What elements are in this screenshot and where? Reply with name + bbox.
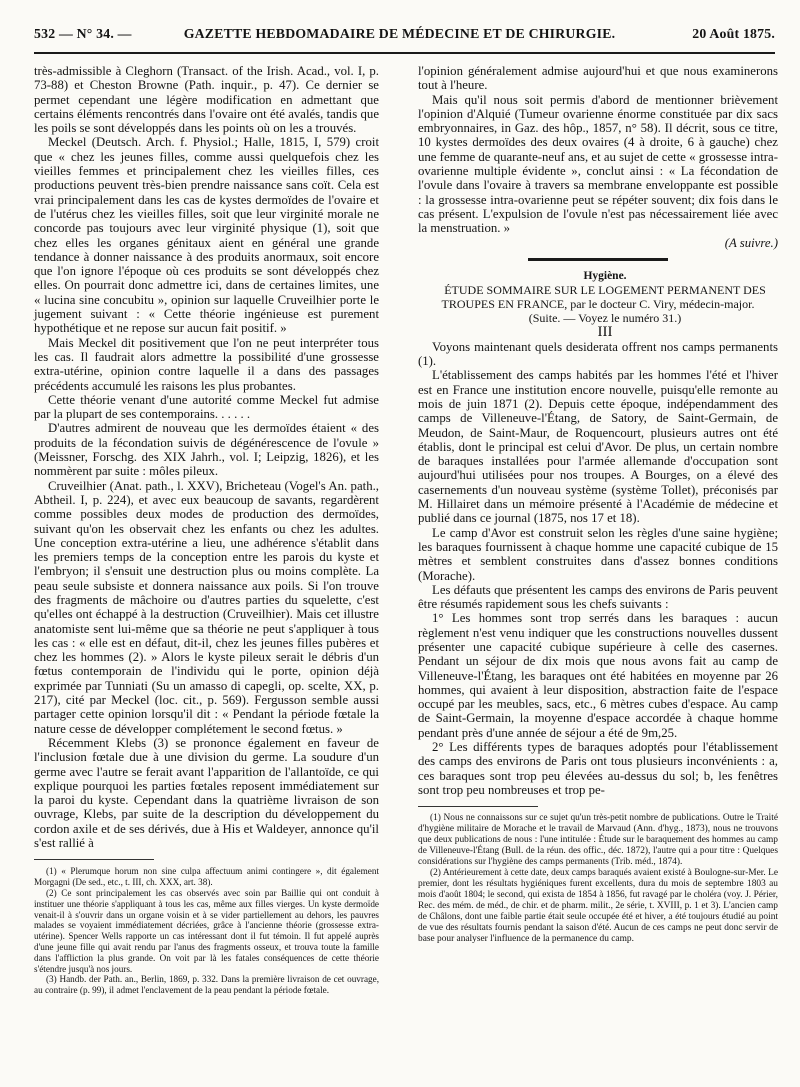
article-title: ÉTUDE SOMMAIRE SUR LE LOGEMENT PERMANENT DES TROUPES EN FRANCE, par le docteur C. Viry, médecin-major.	[441, 283, 766, 312]
header-journal-title: GAZETTE HEBDOMADAIRE DE MÉDECINE ET DE CHIRURGIE.	[183, 26, 616, 41]
paragraph: Cruveilhier (Anat. path., l. XXV), Bricheteau (Vogel's An. path., Abtheil. I, p. 224), et avec eux beaucoup de savants, regardèrent comme possibles deux modes de production des dermoïdes, suivant qu'on les observait chez les enfants ou chez les adultes. Une conception extra-utérine a lieu, une adhérence s'établit dans les premiers temps de la conception entre les parois du kyste et l'embryon; il s'ensuit une destruction plus ou moins complète. La peau seule subsiste et donnera naissance aux poils. Si l'on trouve des fragments de mâchoire ou d'autres parties du squelette, c'est qu'elles ont échappé à la destruction (Cruveilhier). Mais cet illustre anatomiste sent lui-même que sa théorie ne peut s'appliquer à tous les cas : « elle est en défaut, dit-il, chez les jeunes filles pubères et chez les hommes (2). » Alors le kyste pileux serait le débris d'un fœtus contemporain de l'individu qui le porte, opinion déjà exprimée par Tunniati (Su un amasso di capegli, op. scelte, XX, p. 217), cité par Meckel (loc. cit., p. 569). Fergusson semble aussi partager cette opinion lorsqu'il dit : « Pendant la période fœtale la nature cesse de développer complétement le second fœtus. »	[34, 478, 379, 736]
article-subtitle: (Suite. — Voyez le numéro 31.)	[528, 311, 682, 326]
footnote-rule	[418, 806, 538, 807]
right-column	[418, 64, 778, 945]
paragraph: L'établissement des camps habités par les hommes l'été et l'hiver est en France une institution encore nouvelle, puisqu'elle remonte au mois de juin 1871 (2). Depuis cette époque, indépendamment des camps de Villeneuve-l'Étang, de Satory, de Saint-Germain, de Meudon, de Saint-Maur, de Roquencourt, plusieurs autres ont été établis, dont le principal est celui d'Avor. De plus, un certain nombre de baraques installées pour l'armée allemande d'occupation sont aujourd'hui utilisées pour nos troupes. A Bourges, on a élevé des casernements d'un nouveau système (système Tollet), préconisés par M. Hillairet dans un mémoire présenté à l'Académie de médecine et publié dans ce journal (1875, nos 17 et 18).	[418, 368, 778, 526]
left-column	[34, 64, 379, 996]
paragraph: Cette théorie venant d'une autorité comme Meckel fut admise par la plupart de ses contemporains. . . . . .	[34, 392, 379, 422]
footnote: (1) Nous ne connaissons sur ce sujet qu'un très-petit nombre de publications. Outre le Traité d'hygiène militaire de Morache et le travail de Marvaud (Ann. d'hyg., 1873), nous ne trouvons que deux publications de nous : l'une intitulée : Étude sur le baraquement des hommes au camp de Villeneuve-l'Étang (Bull. de la réun. des offic., déc. 1872), l'autre qui a pour titre : Quelques considérations sur l'hygiène des camps permanents (Trib. méd., 1874).	[418, 813, 778, 868]
section-heading: Hygiène.	[583, 269, 627, 282]
running-header	[34, 26, 775, 48]
header-date: 20 Août 1875.	[692, 26, 775, 41]
section-separator-rule	[528, 258, 668, 261]
footnote-rule	[34, 859, 154, 860]
right-footnotes	[418, 813, 778, 945]
paragraph: Mais qu'il nous soit permis d'abord de mentionner brièvement l'opinion d'Alquié (Tumeur ovarienne énorme constituée par dix sacs embryonnaires, in Gaz. des hôp., 1857, n° 58). Il décrit, sous ce titre, 10 kystes dermoïdes des deux ovaires (4 à droite, 6 à gauche) chez une femme de quarante-neuf ans, et au sujet de cette « grossesse intra-ovarienne multiple évidente », conclut ainsi : « La fécondation de l'ovule dans l'ovaire à travers sa membrane enveloppante est possible : la grossesse intra-ovarienne peut se répéter souvent; dix fois dans le cas présent. L'expulsion de l'ovule n'est pas nécessairement liée avec la menstruation. »	[418, 92, 778, 236]
paragraph: très-admissible à Cleghorn (Transact. of the Irish. Acad., vol. I, p. 73-88) et Cheston Browne (Path. inquir., p. 47). Ce dernier se permet cependant une légère modification en admettant que certains éléments rencontrés dans l'ovaire ont été avalés, tandis que les poils se sont développés dans les points où on les a trouvés.	[34, 64, 379, 136]
to-be-continued: (A suivre.)	[724, 235, 778, 250]
header-rule	[34, 52, 775, 54]
paragraph: l'opinion généralement admise aujourd'hui et que nous examinerons tout à l'heure.	[418, 64, 778, 93]
header-page-number: 532 — N° 34. —	[34, 26, 132, 41]
chapter-numeral: III	[597, 324, 613, 341]
paragraph: Le camp d'Avor est construit selon les règles d'une saine hygiène; les baraques fournissent à chaque homme une capacité cubique de 15 mètres et semblent construites dans d'assez bonnes conditions (Morache).	[418, 525, 778, 583]
paragraph: D'autres admirent de nouveau que les dermoïdes étaient « des produits de la fécondation suivis de dégénérescence de l'ovule » (Meissner, Forschg. des XIX Jahrh., vol. I; Leipzig, 1826), et les nommèrent par suite : môles pileux.	[34, 421, 379, 479]
paragraph: Les défauts que présentent les camps des environs de Paris peuvent être résumés rapidement sous les chefs suivants :	[418, 582, 778, 612]
left-footnotes	[34, 866, 379, 996]
footnote: (1) « Plerumque horum non sine culpa affectuum animi contingere », dit également Morgagni (De sed., etc., t. III, ch. XXX, art. 38).	[34, 866, 379, 888]
paragraph: Mais Meckel dit positivement que l'on ne peut interpréter tous les cas. Il faudrait alors admettre la possibilité d'une grossesse extra-utérine, opinion contre laquelle il a dans des passages précédents accumulé les raisons les plus probantes.	[34, 335, 379, 393]
paragraph: 2° Les différents types de baraques adoptés pour l'établissement des camps des environs de Paris ont tous plusieurs inconvénients : a, ces baraques sont trop peu élevées au-dessus du sol; b, les fenêtres sont trop peu nombreuses et trop pe-	[418, 740, 778, 797]
paragraph: 1° Les hommes sont trop serrés dans les baraques : aucun règlement n'est venu indiquer que les constructions nouvelles dussent présenter une capacité cubique supérieure à celle des casernes. Pendant un séjour de dix mois que nous avons fait au camp de Villeneuve-l'Étang, les baraques ont été habitées en moyenne par 26 hommes, qui avaient à leur disposition, abstraction faite de l'espace occupé par les meubles, sacs, etc., 6 mètres cubes d'espace. Au camp de Saint-Germain, la moyenne d'espace accordée à chaque homme pendant près d'une année de séjour a été de 9m,25.	[418, 611, 778, 740]
paragraph: Récemment Klebs (3) se prononce également en faveur de l'inclusion fœtale due à une division du germe. La soudure d'un germe avec l'autre se ferait avant l'apparition de l'allantoïde, ce qui explique pourquoi les parties fœtales reposent immédiatement sur la paroi du kyste. Cependant dans la quatrième livraison de son ouvrage, Klebs, par suite de la description du développement du cordon axile et de ses dérivés, due à His et Waldeyer, annonce qu'il s'est rallié à	[34, 735, 379, 851]
paragraph: Voyons maintenant quels desiderata offrent nos camps permanents (1).	[418, 339, 778, 369]
footnote: (3) Handb. der Path. an., Berlin, 1869, p. 332. Dans la première livraison de cet ouvrage, au contraire (p. 99), il admet l'enclavement de la peau pendant la période fœtale.	[34, 974, 379, 996]
paragraph: Meckel (Deutsch. Arch. f. Physiol.; Halle, 1815, I, 579) croit que « chez les jeunes filles, comme aussi quelquefois chez les vieilles femmes et principalement chez les vieilles filles, ces productions peuvent très-bien prendre naissance sans coït. Cela est vrai principalement dans les cas de kystes dermoïdes de l'ovaire et de l'utérus chez les vieilles filles, soit que leur virginité morale ne concorde pas toujours avec leur virginité physique (1), soit que chez elles les organes génitaux aient en général une grande tendance à donner naissance à des produits anormaux, soit encore que l'on ignore l'époque où ces produits se sont développés chez elles. On pourrait donc admettre ici, dans de certaines limites, une « lucina sine concubitu », opinion sur laquelle Cruveilhier porte le jugement suivant : « Cette théorie ingénieuse est purement hypothétique et ne repose sur aucun fait positif. »	[34, 135, 379, 336]
footnote: (2) Ce sont principalement les cas observés avec soin par Baillie qui ont conduit à instituer une théorie s'appliquant à tous les cas, même aux filles vierges. Un kyste dermoïde venait-il à s'ouvrir dans un organe voisin et à se vider partiellement au dehors, les pauvres malades se voyaient immédiatement décriées, grâce à l'ancienne théorie (grossesse extra-utérine). Spencer Wells rapporte un cas intéressant dont il fut témoin. Il fut appelé auprès d'une jeune fille qui avait rendu par l'anus des fragments osseux, et trouva toute la famille dans l'affliction la plus grande. On voit par là les fatales conséquences de cette théorie s'étendre jusqu'à nos jours.	[34, 887, 379, 974]
footnote: (2) Antérieurement à cette date, deux camps baraqués avaient existé à Boulogne-sur-Mer. Le premier, dont les résultats hygiéniques furent excellents, dura du mois de septembre 1803 au mois d'août 1804; le second, qui exista de 1854 à 1856, fut ravagé par le choléra (voy. J. Périer, Rec. des mém. de méd., de chir. et de pharm. milit., 2e série, t. XVIII, p. 1 et 3). L'ancien camp de Châlons, dont une faible partie était seule occupée été et hiver, a été toujours étudié au point de vue des résultats fournis pendant la saison d'été. Aucun de ces camps ne peut donc servir de base pour analyser l'influence de la permanence du camp.	[418, 868, 778, 945]
